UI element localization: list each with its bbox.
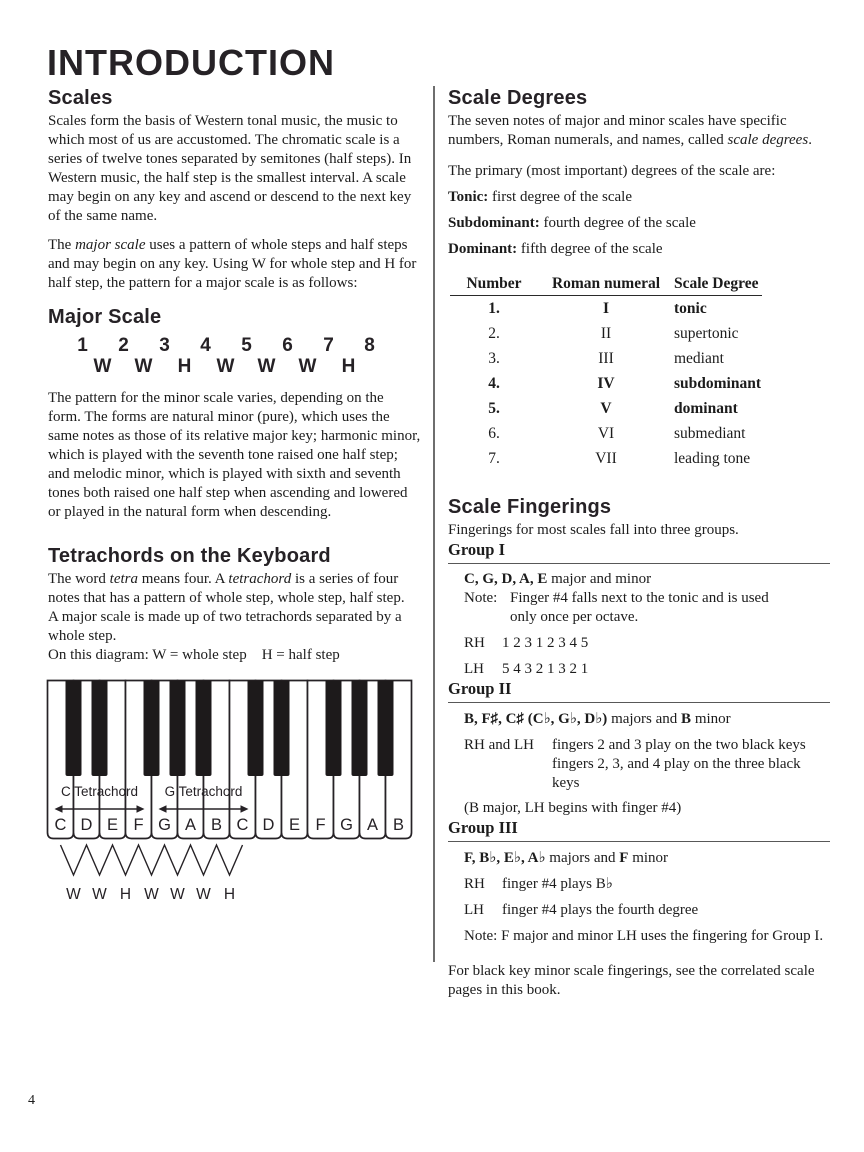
- white-key-label: G: [340, 816, 353, 834]
- black-key: [378, 681, 394, 777]
- table-header-row: [450, 275, 762, 296]
- cell-name: tonic: [674, 300, 707, 317]
- scale-number: 8: [364, 335, 375, 356]
- hands-text: fingers 2 and 3 play on the two black keys fingers 2, 3, and 4 play on the three black keys: [552, 737, 806, 791]
- cell-numeral: VII: [595, 450, 617, 467]
- tetrachord-label: C Tetrachord: [60, 784, 139, 799]
- group2-hands: [464, 736, 830, 793]
- group3-body: [464, 849, 830, 946]
- table-row: [450, 371, 762, 396]
- group1-note: [464, 589, 830, 627]
- scale-step: H: [341, 356, 356, 377]
- black-key: [144, 681, 160, 777]
- scale-step: H: [177, 356, 192, 377]
- cell-name: leading tone: [674, 450, 751, 467]
- scale-number: 2: [118, 335, 129, 356]
- cell-name: mediant: [674, 350, 724, 367]
- scale-degrees-heading: Scale Degrees: [448, 87, 588, 109]
- group2-keys-line: B, F♯, C♯ (C♭, G♭, D♭) majors and B minor: [464, 711, 731, 727]
- step-label: H: [119, 886, 132, 903]
- lh-label: LH: [464, 902, 484, 918]
- white-key-label: C: [54, 816, 67, 834]
- step-label: W: [170, 886, 185, 903]
- rh-label: RH: [464, 876, 485, 892]
- tetrachords-heading: Tetrachords on the Keyboard: [48, 545, 331, 567]
- white-key-label: E: [106, 816, 119, 834]
- page-title: INTRODUCTION: [47, 42, 335, 83]
- scales-paragraph-1: Scales form the basis of Western tonal music, the music to which most of us are accustomed. The chromatic scale is a series of twelve tones separated by semitones (half steps). In Western music, the half step is the smallest interval. A scale may begin on any key and ascend or descend to the next key of the same name.: [48, 113, 412, 224]
- cell-numeral: V: [600, 400, 612, 417]
- lh-fingering: 5 4 3 2 1 3 2 1: [502, 661, 589, 677]
- group3-lh-row: [464, 901, 830, 920]
- group1-keys-line: C, G, D, A, E major and minor: [464, 571, 652, 587]
- table-row: [450, 421, 762, 446]
- group3-note: Note: F major and minor LH uses the fingering for Group I.: [464, 928, 824, 944]
- column-divider: [433, 86, 435, 962]
- white-key-label: A: [366, 816, 379, 834]
- black-key: [196, 681, 212, 777]
- white-key-label: F: [133, 816, 144, 834]
- white-key-label: D: [262, 816, 275, 834]
- scale-step: W: [257, 356, 276, 377]
- cell-name: submediant: [674, 425, 746, 442]
- hands-label: RH and LH: [464, 737, 534, 753]
- table-header-number: Number: [466, 275, 522, 292]
- scale-degrees-paragraph: The seven notes of major and minor scales have specific numbers, Roman numerals, and names, called scale degrees.: [448, 113, 812, 148]
- scale-number: 3: [159, 335, 170, 356]
- subdominant-line: Subdominant: fourth degree of the scale: [448, 215, 696, 231]
- white-key-label: A: [184, 816, 197, 834]
- black-key: [170, 681, 186, 777]
- black-key: [92, 681, 108, 777]
- cell-name: dominant: [674, 400, 738, 417]
- table-header-scale-degree: Scale Degree: [674, 275, 759, 292]
- scale-fingerings-intro: Fingerings for most scales fall into three groups.: [448, 522, 739, 538]
- page-number: 4: [28, 1093, 35, 1108]
- black-key: [248, 681, 264, 777]
- cell-name: supertonic: [674, 325, 739, 342]
- white-key-label: C: [236, 816, 249, 834]
- scale-step: W: [216, 356, 235, 377]
- step-label: W: [92, 886, 107, 903]
- scale-number: 1: [77, 335, 88, 356]
- table-row: [450, 321, 762, 346]
- cell-numeral: IV: [597, 375, 615, 392]
- note-text: Finger #4 falls next to the tonic and is used only once per octave.: [510, 590, 769, 625]
- cell-numeral: VI: [597, 425, 615, 442]
- cell-number: 7.: [488, 450, 500, 467]
- scale-number: 7: [323, 335, 334, 356]
- rh-rule: finger #4 plays B♭: [502, 876, 613, 892]
- white-key-label: D: [80, 816, 93, 834]
- group1-body: [464, 570, 830, 679]
- scale-step: W: [134, 356, 153, 377]
- rh-fingering: 1 2 3 1 2 3 4 5: [502, 635, 589, 651]
- group3-keys-line: F, B♭, E♭, A♭ majors and F minor: [464, 850, 669, 866]
- scale-number: 5: [241, 335, 252, 356]
- cell-number: 2.: [488, 325, 500, 342]
- scale-fingerings-heading: Scale Fingerings: [448, 496, 612, 518]
- group2-body: [464, 710, 830, 818]
- table-body: [450, 296, 762, 471]
- scale-step: W: [298, 356, 317, 377]
- table-row: [450, 346, 762, 371]
- black-key: [274, 681, 290, 777]
- cell-number: 4.: [488, 375, 500, 392]
- cell-number: 5.: [488, 400, 500, 417]
- cell-number: 1.: [488, 300, 500, 317]
- lh-rule: finger #4 plays the fourth degree: [502, 902, 699, 918]
- cell-numeral: I: [602, 300, 610, 317]
- keyboard-diagram: [46, 679, 426, 916]
- major-scale-heading: Major Scale: [48, 306, 162, 328]
- black-key-footer-note: For black key minor scale fingerings, see the correlated scale pages in this book.: [448, 963, 815, 998]
- tonic-line: Tonic: first degree of the scale: [448, 189, 632, 205]
- group2-heading: Group II: [448, 679, 830, 703]
- white-key-label: B: [392, 816, 405, 834]
- primary-degrees-line: The primary (most important) degrees of the scale are:: [448, 163, 776, 179]
- step-label: H: [223, 886, 236, 903]
- scales-paragraph-2: The major scale uses a pattern of whole steps and half steps and may begin on any key. Using W for whole step and H for half step, the pattern for a major scale is as follows:: [48, 237, 417, 291]
- table-header-roman-numeral: Roman numeral: [551, 275, 661, 292]
- scale-step: W: [93, 356, 112, 377]
- cell-number: 6.: [488, 425, 500, 442]
- group1-rh-row: [464, 634, 830, 653]
- scale-number: 6: [282, 335, 293, 356]
- black-key: [326, 681, 342, 777]
- lh-label: LH: [464, 661, 484, 677]
- right-column: [448, 86, 830, 1000]
- group3-rh-row: [464, 875, 830, 894]
- note-label: Note:: [464, 590, 498, 606]
- group1-lh-row: [464, 660, 830, 679]
- tetrachord-label: G Tetrachord: [164, 784, 243, 799]
- black-key: [66, 681, 82, 777]
- left-column: [48, 86, 426, 916]
- scales-heading: Scales: [48, 87, 113, 109]
- dominant-line: Dominant: fifth degree of the scale: [448, 241, 663, 257]
- tetrachords-paragraph: The word tetra means four. A tetrachord is a series of four notes that has a pattern of whole step, whole step, half step. A major scale is made up of two tetrachords separated by a whole step. On this diagram: W = whole step H = half step: [48, 571, 405, 663]
- cell-name: subdominant: [674, 375, 762, 392]
- cell-numeral: II: [600, 325, 612, 342]
- cell-numeral: III: [598, 350, 614, 367]
- minor-scale-paragraph: The pattern for the minor scale varies, depending on the form. The forms are natural minor (pure), which uses the same notes as those of its relative major key; harmonic minor, which is played with the seventh tone raised one half step; and melodic minor, which is played with sixth and seventh tones both raised one half step when ascending and lowered or played in the natural form when descending.: [48, 390, 421, 520]
- white-key-label: B: [210, 816, 223, 834]
- group1-heading: Group I: [448, 540, 830, 564]
- rh-label: RH: [464, 635, 485, 651]
- cell-number: 3.: [488, 350, 500, 367]
- scale-number: 4: [200, 335, 211, 356]
- step-label: W: [66, 886, 81, 903]
- table-row: [450, 396, 762, 421]
- black-key: [352, 681, 368, 777]
- group3-heading: Group III: [448, 818, 830, 842]
- step-label: W: [196, 886, 211, 903]
- table-row: [450, 446, 762, 471]
- zigzag-steps: [61, 845, 243, 875]
- table-row: [450, 296, 762, 321]
- group2-footnote: (B major, LH begins with finger #4): [464, 800, 682, 816]
- scale-degrees-table: [450, 275, 762, 471]
- white-key-label: G: [158, 816, 171, 834]
- white-key-label: E: [288, 816, 301, 834]
- major-scale-numbers: [62, 335, 426, 356]
- major-scale-steps: [82, 356, 426, 377]
- step-label: W: [144, 886, 159, 903]
- white-key-label: F: [315, 816, 326, 834]
